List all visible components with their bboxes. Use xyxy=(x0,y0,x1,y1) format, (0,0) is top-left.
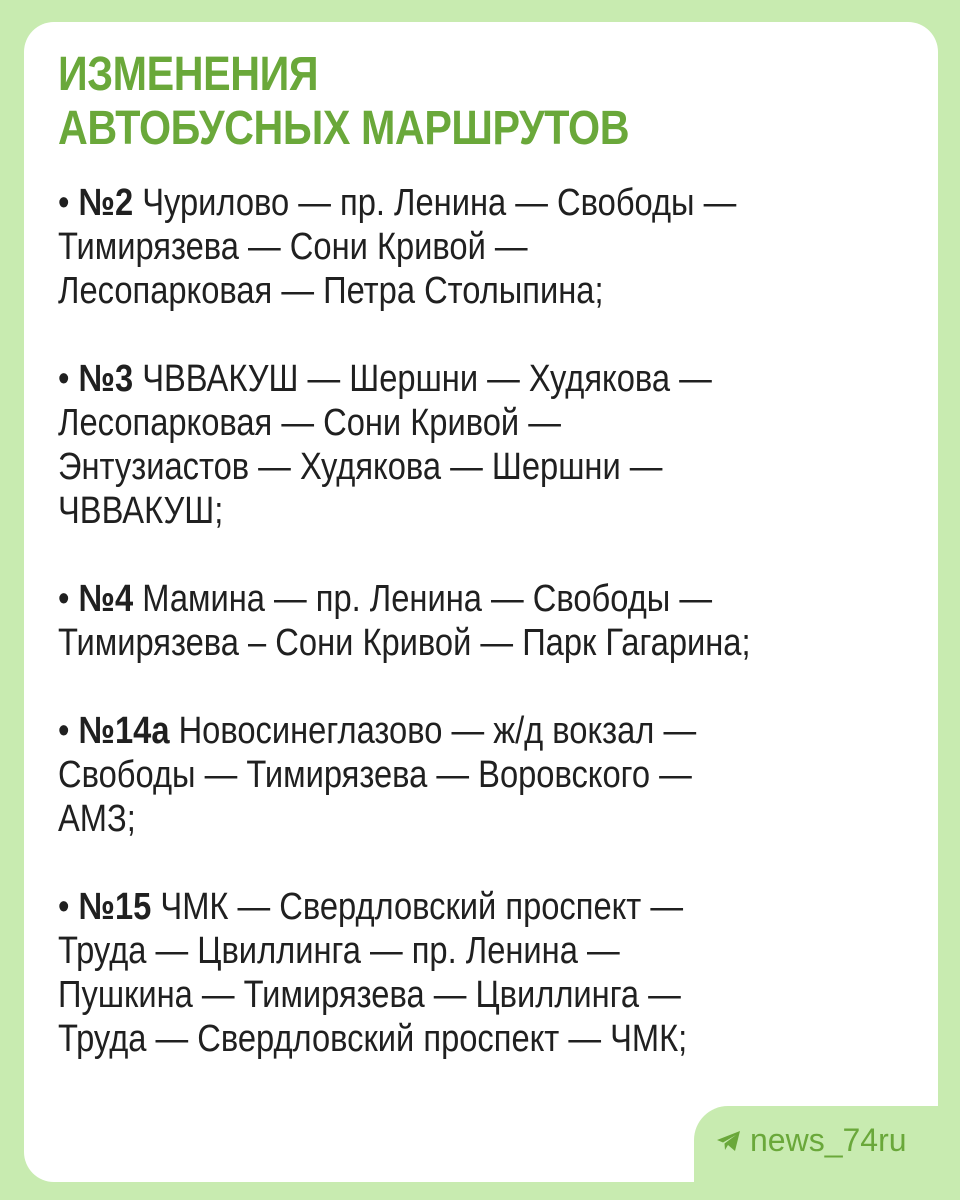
route-item xyxy=(58,577,918,665)
route-line xyxy=(58,357,918,401)
route-text: АМЗ; xyxy=(58,798,136,840)
title-line-1: ИЗМЕНЕНИЯ xyxy=(58,48,319,101)
route-number: №14а xyxy=(78,710,170,752)
channel-link[interactable] xyxy=(716,1122,907,1159)
page-title xyxy=(58,48,629,156)
route-text: Свободы — Тимирязева — Воровского — xyxy=(58,754,692,796)
route-item xyxy=(58,709,918,841)
route-text: ЧВВАКУШ; xyxy=(58,490,224,532)
route-number: №3 xyxy=(78,358,134,400)
route-item xyxy=(58,885,918,1061)
route-text: Пушкина — Тимирязева — Цвиллинга — xyxy=(58,974,681,1016)
route-text: ЧВВАКУШ — Шершни — Худякова — xyxy=(142,358,712,400)
route-spacer xyxy=(58,665,918,709)
route-text: Мамина — пр. Ленина — Свободы — xyxy=(142,578,713,620)
route-line xyxy=(58,577,918,621)
route-text: ЧМК — Свердловский проспект — xyxy=(160,886,684,928)
telegram-icon xyxy=(716,1129,742,1153)
route-spacer xyxy=(58,533,918,577)
route-number: №4 xyxy=(78,578,134,620)
route-text: Тимирязева – Сони Кривой — Парк Гагарина; xyxy=(58,622,751,664)
route-bullet: • xyxy=(58,578,70,620)
route-spacer xyxy=(58,313,918,357)
route-bullet: • xyxy=(58,886,70,928)
route-text: Чурилово — пр. Ленина — Свободы — xyxy=(142,182,737,224)
route-text: Лесопарковая — Петра Столыпина; xyxy=(58,270,604,312)
route-text: Тимирязева — Сони Кривой — xyxy=(58,226,528,268)
route-line xyxy=(58,181,918,225)
route-text: Лесопарковая — Сони Кривой — xyxy=(58,402,561,444)
channel-handle: news_74ru xyxy=(750,1122,907,1158)
route-line xyxy=(58,709,918,753)
route-item xyxy=(58,357,918,533)
route-line xyxy=(58,885,918,929)
route-bullet: • xyxy=(58,710,70,752)
route-number: №15 xyxy=(78,886,152,928)
route-spacer xyxy=(58,841,918,885)
route-text: Труда — Свердловский проспект — ЧМК; xyxy=(58,1018,688,1060)
route-item xyxy=(58,181,918,313)
route-bullet: • xyxy=(58,358,70,400)
route-bullet: • xyxy=(58,182,70,224)
route-list xyxy=(58,181,918,1061)
title-line-2: АВТОБУСНЫХ МАРШРУТОВ xyxy=(58,102,630,155)
route-number: №2 xyxy=(78,182,134,224)
route-text: Энтузиастов — Худякова — Шершни — xyxy=(58,446,663,488)
route-text: Новосинеглазово — ж/д вокзал — xyxy=(178,710,697,752)
route-text: Труда — Цвиллинга — пр. Ленина — xyxy=(58,930,620,972)
